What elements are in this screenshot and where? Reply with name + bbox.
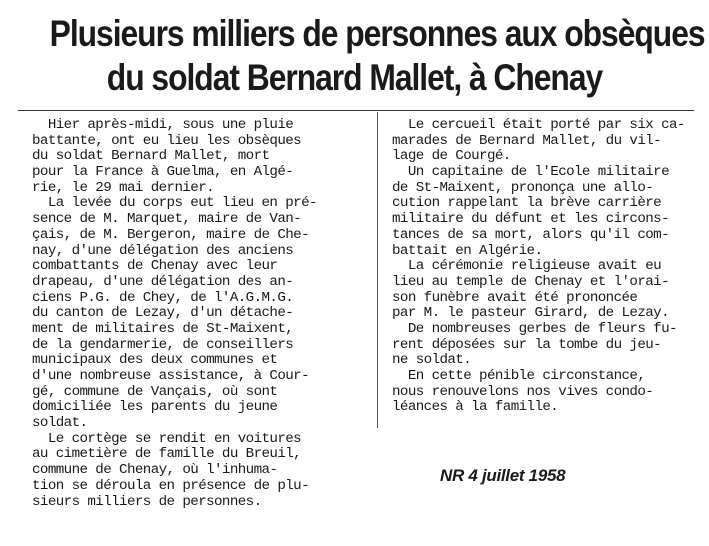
text-line: marades de Bernard Mallet, du vil- [392, 132, 662, 149]
article-right-column [392, 118, 708, 416]
text-line: drapeau, d'une délégation des an- [32, 273, 294, 290]
text-line: ne soldat. [392, 352, 472, 369]
text-line: battait en Algérie. [392, 242, 543, 259]
text-line: par M. le pasteur Girard, de Lezay. [392, 305, 669, 322]
text-line: rie, le 29 mai dernier. [32, 179, 215, 196]
text-line: ciens P.G. de Chey, de l'A.G.M.G. [32, 289, 294, 306]
text-line: La cérémonie religieuse avait eu [392, 258, 662, 275]
text-line: gé, commune de Vançais, où sont [32, 383, 278, 400]
text-line: Hier après-midi, sous une pluie [32, 117, 294, 133]
text-line: Le cortège se rendit en voitures [32, 430, 302, 447]
text-line: au cimetière de famille du Breuil, [32, 446, 302, 463]
text-line: de St-Maixent, prononça une allo- [392, 179, 654, 196]
text-line: De nombreuses gerbes de fleurs fu- [392, 320, 677, 337]
text-line: nous renouvelons nos vives condo- [392, 383, 654, 400]
text-line: pour la France à Guelma, en Algé- [32, 164, 294, 181]
text-line: ment de militaires de St-Maixent, [32, 320, 294, 337]
text-line: combattants de Chenay avec leur [32, 258, 278, 275]
text-line: nay, d'une délégation des anciens [32, 242, 294, 259]
text-line: lage de Courgé. [392, 148, 511, 165]
text-line: son funèbre avait été prononcée [392, 289, 638, 306]
article-left-column [32, 118, 364, 510]
text-line: çais, de M. Bergeron, maire de Che- [32, 226, 309, 243]
text-line: soldat. [32, 415, 88, 432]
text-line: tances de sa mort, alors qu'il com- [392, 226, 669, 243]
text-line: d'une nombreuse assistance, à Cour- [32, 368, 309, 384]
text-line: tion se déroula en présence de plu- [32, 477, 309, 494]
text-line: du canton de Lezay, d'un détache- [32, 305, 294, 322]
text-line: sence de M. Marquet, maire de Van- [32, 211, 302, 228]
text-line: lieu au temple de Chenay et l'orai- [392, 273, 669, 290]
text-line: domiciliée les parents du jeune [32, 399, 278, 416]
text-line: léances à la famille. [392, 399, 559, 416]
text-line: municipaux des deux communes et [32, 352, 278, 369]
headline-line-2: du soldat Bernard Mallet, à Chenay [106, 57, 603, 98]
text-line: rent déposées sur la tombe du jeu- [392, 336, 662, 353]
text-line: de la gendarmerie, de conseillers [32, 336, 294, 353]
column-divider [377, 112, 378, 428]
text-line: sieurs milliers de personnes. [32, 493, 262, 510]
headline [49, 12, 705, 100]
text-line: En cette pénible circonstance, [392, 368, 646, 384]
text-line: militaire du défunt et les circons- [392, 211, 669, 228]
text-line: battante, ont eu lieu les obsèques [32, 132, 302, 149]
text-line: commune de Chenay, où l'inhuma- [32, 462, 278, 479]
text-line: du soldat Bernard Mallet, mort [32, 148, 270, 165]
text-line: cution rappelant la brève carrière [392, 195, 662, 212]
text-line: La levée du corps eut lieu en pré- [32, 195, 317, 212]
source-citation: NR 4 juillet 1958 [440, 466, 566, 485]
text-line: Le cercueil était porté par six ca- [392, 117, 685, 133]
text-line: Un capitaine de l'Ecole militaire [392, 164, 669, 181]
headline-line-1: Plusieurs milliers de personnes aux obsèques [49, 13, 705, 54]
headline-rule [18, 110, 694, 111]
